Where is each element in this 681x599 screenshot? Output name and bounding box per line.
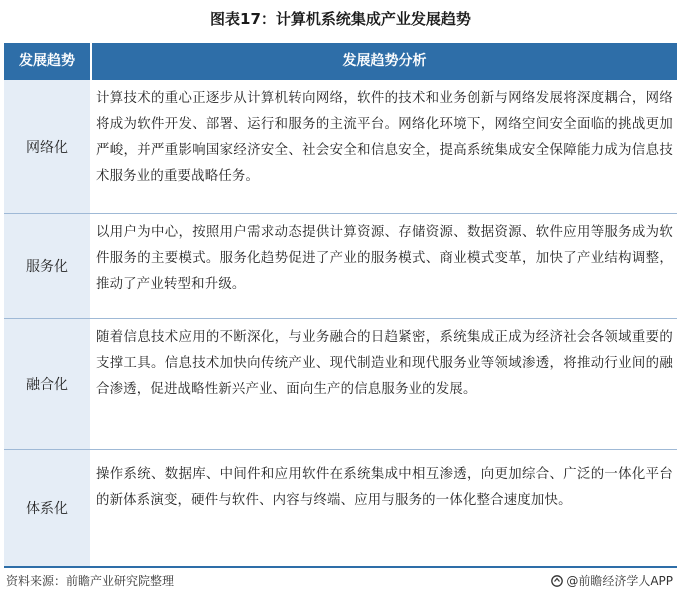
table-row [4, 214, 677, 318]
trend-cell: 服务化 [4, 214, 90, 318]
trend-cell: 融合化 [4, 319, 90, 449]
source-note: 资料来源：前瞻产业研究院整理 [6, 574, 175, 588]
analysis-cell: 计算技术的重心正逐步从计算机转向网络，软件的技术和业务创新与网络发展将深度耦合，网络将成为软件开发、部署、运行和服务的主流平台。网络化环境下，网络空间安全面临的挑战更加严峻，并严重影响国家经济安全、社会安全和信息安全，提高系统集成安全保障能力成为信息技术服务业的重要战略任务。 [92, 80, 677, 213]
trend-cell: 网络化 [4, 80, 90, 213]
analysis-cell: 操作系统、数据库、中间件和应用软件在系统集成中相互渗透，向更加综合、广泛的一体化平台的新体系演变，硬件与软件、内容与终端、应用与服务的一体化整合速度加快。 [92, 450, 677, 566]
analysis-cell: 以用户为中心，按照用户需求动态提供计算资源、存储资源、数据资源、软件应用等服务成为软件服务的主要模式。服务化趋势促进了产业的服务模式、商业模式变革，加快了产业结构调整，推动了产业转型和升级。 [92, 214, 677, 318]
table-row [4, 80, 677, 213]
trend-cell: 体系化 [4, 450, 90, 566]
brand-credit [551, 572, 673, 590]
table-bottom-border [4, 566, 677, 568]
chart-title: 图表17：计算机系统集成产业发展趋势 [210, 10, 471, 28]
table-row [4, 319, 677, 449]
brand-text: @前瞻经济学人APP [566, 574, 673, 588]
header-trend: 发展趋势 [19, 53, 75, 69]
header-analysis: 发展趋势分析 [342, 53, 427, 69]
table-row [4, 450, 677, 566]
analysis-cell: 随着信息技术应用的不断深化，与业务融合的日趋紧密，系统集成正成为经济社会各领域重要的支撑工具。信息技术加快向传统产业、现代制造业和现代服务业等领域渗透，将推动行业间的融合渗透，促进战略性新兴产业、面向生产的信息服务业的发展。 [92, 319, 677, 449]
brand-logo-icon [551, 575, 563, 587]
table-header [4, 43, 677, 80]
